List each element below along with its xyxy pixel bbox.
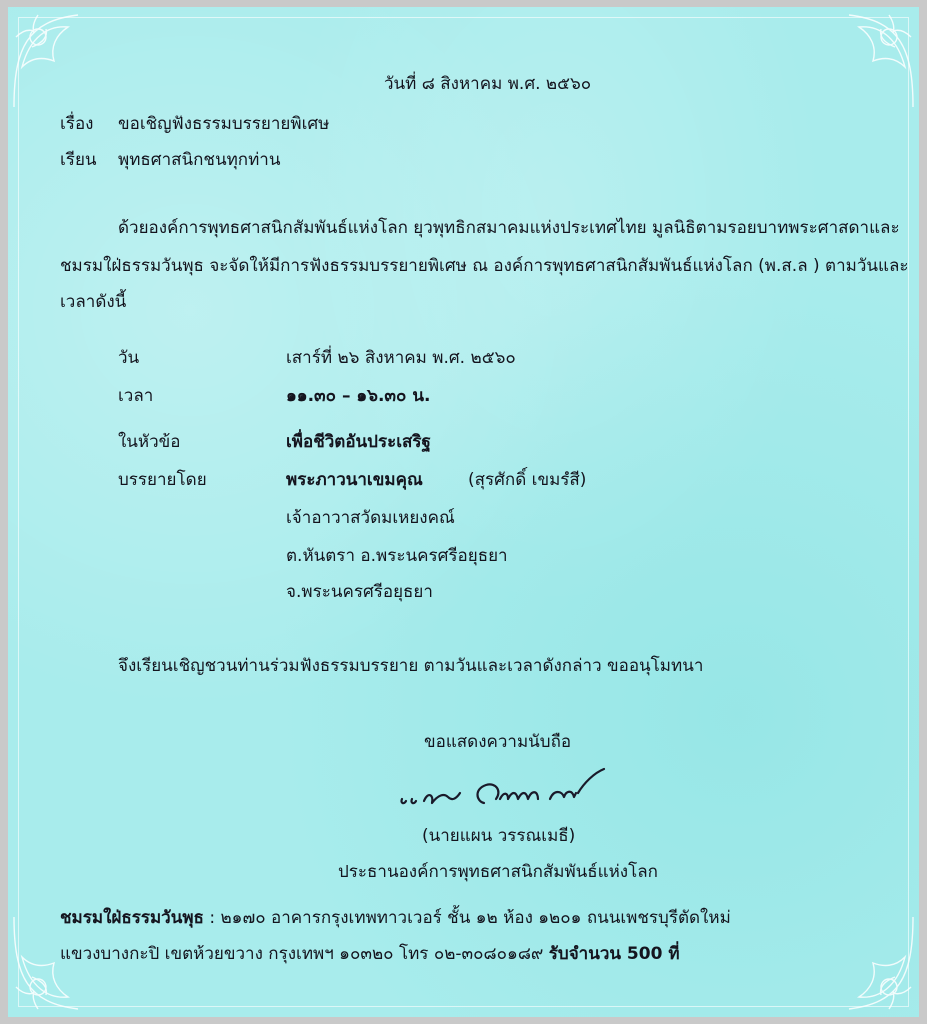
subject-text: ขอเชิญฟังธรรมบรรยายพิเศษ [118, 114, 330, 134]
recipient-text: พุทธศาสนิกชนทุกท่าน [118, 150, 281, 170]
letter-paper [8, 7, 919, 1017]
topic-value: เพื่อชีวิตอันประเสริฐ [286, 432, 431, 452]
speaker-value: พระภาวนาเขมคุณ [286, 470, 423, 490]
speaker-position: เจ้าอาวาสวัดมเหยงคณ์ [286, 508, 455, 528]
footer-address-line-2 [60, 943, 680, 965]
speaker-address: ต.หันตรา อ.พระนครศรีอยุธยา [286, 546, 508, 566]
corner-ornament [8, 7, 128, 127]
day-label: วัน [118, 348, 140, 368]
topic-label: ในหัวข้อ [118, 432, 181, 452]
footer-contact: แขวงบางกะปิ เขตห้วยขวาง กรุงเทพฯ ๑๐๓๒๐ โทร ๐๒-๓๐๘๐๑๘๙ [60, 944, 549, 964]
speaker-lay-name: (สุรศักดิ์ เขมรํสี) [468, 470, 587, 490]
footer-address-line-1 [60, 907, 731, 929]
paragraph-line: ชมรมใฝ่ธรรมวันพุธ จะจัดให้มีการฟังธรรมบรรยายพิเศษ ณ องค์การพุทธศาสนิกสัมพันธ์แห่งโลก (พ.ส.ล ) ตามวันและ [60, 256, 909, 276]
paragraph-line: ด้วยองค์การพุทธศาสนิกสัมพันธ์แห่งโลก ยุวพุทธิกสมาคมแห่งประเทศไทย มูลนิธิตามรอยบาทพระศาสดาและ [118, 218, 900, 238]
paragraph-line: เวลาดังนี้ [60, 292, 127, 312]
corner-ornament [799, 7, 919, 127]
day-value: เสาร์ที่ ๒๖ สิงหาคม พ.ศ. ๒๕๖๐ [286, 348, 516, 368]
footer-org: ชมรมใฝ่ธรรมวันพุธ [60, 908, 204, 928]
recipient-label: เรียน [60, 150, 97, 170]
letter-date: วันที่ ๘ สิงหาคม พ.ศ. ๒๕๖๐ [384, 74, 592, 94]
time-value: ๑๑.๓๐ – ๑๖.๓๐ น. [286, 386, 431, 406]
time-label: เวลา [118, 386, 154, 406]
subject-label: เรื่อง [60, 114, 94, 134]
footer-address: : ๒๑๗๐ อาคารกรุงเทพทาวเวอร์ ชั้น ๑๒ ห้อง ๑๒๐๑ ถนนเพชรบุรีตัดใหม่ [203, 908, 731, 928]
signer-title: ประธานองค์การพุทธศาสนิกสัมพันธ์แห่งโลก [338, 862, 658, 882]
invitation-text: จึงเรียนเชิญชวนท่านร่วมฟังธรรมบรรยาย ตามวันและเวลาดังกล่าว ขออนุโมทนา [118, 656, 704, 676]
corner-ornament [799, 897, 919, 1017]
speaker-label: บรรยายโดย [118, 470, 207, 490]
signer-name: (นายแผน วรรณเมธี) [422, 826, 576, 846]
speaker-province: จ.พระนครศรีอยุธยา [286, 582, 433, 602]
print-count: รับจำนวน 500 ที่ [548, 944, 680, 964]
handwritten-signature [388, 759, 618, 821]
closing-regards: ขอแสดงความนับถือ [424, 732, 572, 752]
